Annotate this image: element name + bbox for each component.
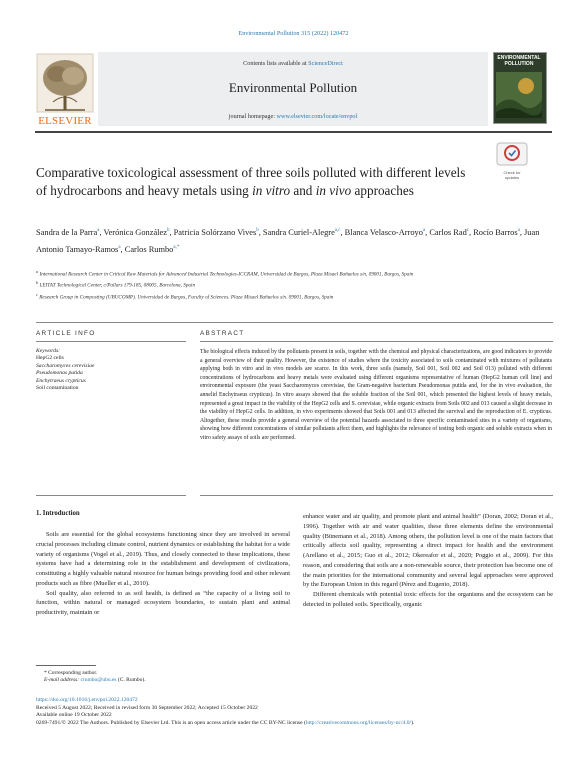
article-info-heading: ARTICLE INFO: [36, 330, 96, 337]
license-link[interactable]: http://creativecommons.org/licenses/by-nc/4.0/: [305, 719, 412, 726]
author-affiliation-marker[interactable]: a: [97, 228, 100, 233]
author-affiliation-marker[interactable]: a: [517, 228, 520, 233]
author[interactable]: [36, 228, 99, 237]
author-name: Rocío Barros: [473, 227, 518, 237]
affiliation-list: [36, 268, 536, 302]
article-info-rule: [36, 341, 186, 342]
email-link[interactable]: crumbo@ubu.es: [80, 677, 117, 684]
email-label: E-mail address:: [44, 677, 81, 684]
check-updates-label: Check for updates: [503, 170, 521, 180]
affiliation: [36, 291, 536, 302]
intro-paragraph: Soils are essential for the global ecosystems functioning since they are involved in several crucial processes including climate control, nutrient dynamics or establishing the habitat for a wide variety of organisms (Vogel et al., 2019). Thus, and closely connected to these implications, these systems have had a determining role in the establishment and development of civilizations, constituting a highly valuable natural resource for human beings providing food and other relevant products such as fibre (Mueller et al., 2010).: [36, 531, 290, 587]
author[interactable]: [263, 228, 341, 237]
author-affiliation-marker[interactable]: a: [422, 228, 426, 233]
keyword: Saccharomyces cerevisiae: [36, 362, 95, 369]
keyword: Enchytraeus crypticus: [36, 377, 86, 384]
author-affiliation-marker[interactable]: b: [256, 228, 259, 233]
paper-title: [36, 164, 476, 199]
author-name: Blanca Velasco-Arroyo: [344, 227, 423, 237]
contents-prefix: Contents lists available at: [243, 60, 309, 67]
keywords-block: [36, 348, 186, 392]
journal-title: Environmental Pollution: [228, 80, 358, 95]
publication-info: [36, 697, 556, 727]
author-name: Carlos Rad: [429, 227, 467, 237]
keyword: Pseudomonas putida: [36, 370, 83, 377]
author-name: Sandra Curiel-Alegre: [262, 227, 335, 237]
license-end: ).: [411, 719, 415, 726]
author-affiliation-marker[interactable]: c: [466, 228, 469, 233]
contents-line: [98, 60, 488, 67]
author-affiliation-marker[interactable]: a: [118, 245, 121, 251]
homepage-line: [98, 113, 488, 120]
intro-right-column: [303, 512, 553, 610]
article-info-bottom-rule: [36, 495, 186, 496]
affiliation-text: Research Group in Composting (UBUCOMP). Universidad de Burgos, Faculty of Sciences. Plaza Misael Bañuelos s/n. 09001, Burgos, Spain: [39, 294, 334, 301]
intro-paragraph: enhance water and air quality, and promote plant and animal health” (Doran, 2002; Doran et al., 1996). Together with air and water qualities, these three elements define the environmental quality (Bünemann et al., 2018). Among others, the pollution level is one of the main factors that critically affects soil quality, representing a direct impact for health and the environment (Arellano et al., 2015; Guo et al., 2012; Okereafor et al., 2020; Poggio et al., 2009). For this reason, and considering that soils are a non-renewable source, their protection has become one of the main priorities for the international community and several legal approaches were approved by the European Union in this regard (Pérez and Eugenio, 2018).: [303, 513, 553, 589]
license-note: [36, 720, 556, 728]
title-text-1: Comparative toxicological assessment of three soils polluted with different levels of hydrocarbons and heavy metals using: [36, 165, 466, 198]
author[interactable]: [174, 228, 259, 237]
author-name: Juan Antonio Tamayo-Ramos: [36, 227, 540, 255]
cover-title: ENVIRONMENTAL POLLUTION: [497, 55, 541, 67]
intro-paragraph: Different chemicals with potential toxic effects for the organisms and the ecosystem can be detected in polluted soils. Specifically, organic: [303, 591, 553, 608]
abstract-rule: [200, 341, 553, 342]
affiliation-marker: a: [36, 269, 39, 274]
publisher-logo-text: ELSEVIER: [38, 115, 92, 127]
title-italic-2: in vivo: [315, 182, 352, 198]
author[interactable]: [345, 228, 425, 237]
author[interactable]: [473, 228, 520, 237]
keyword: Soil contamination: [36, 385, 79, 392]
email-note: [36, 677, 286, 684]
title-italic-1: in vitro: [252, 182, 291, 198]
available-online: Available online 19 October 2022: [36, 712, 112, 718]
abstract-heading: ABSTRACT: [200, 330, 245, 337]
affiliation-text: LEITAT Technological Center, c/Pallars 179-185, 08005, Barcelona, Spain: [39, 283, 196, 290]
received-dates: Received 5 August 2022; Received in revised form 30 September 2022; Accepted 15 October 2022: [36, 704, 258, 711]
affiliation-marker: b: [36, 280, 39, 286]
author-name: Sandra de la Parra: [36, 227, 98, 237]
cover-art: [496, 72, 542, 118]
author-affiliation-marker[interactable]: a,c: [334, 228, 341, 233]
author[interactable]: [103, 228, 169, 237]
title-and: and: [290, 182, 316, 198]
author-name: Carlos Rumbo: [124, 245, 174, 255]
abstract-text: The biological effects induced by the pollutants present in soils, together with the chemical and physical characterizations, are good indicators to provide a general overview of their quality. However, the existence of studies where the toxicity associated to soils contaminated with mixtures of pollutants applying both in vitro and in vivo models are scarce. In this work, three soils (namely, Soil 001, Soil 002 and Soil 013) polluted with different concentrations of hydrocarbons and heavy metals were evaluated using different organisms representative of human (HepG2 human cell line) and environmental exposure (the yeast Saccharomyces cerevisiae, the Gram-negative bacterium Pseudomonas putida and, for the in vivo evaluation, the annelid Enchytraeus crypticus). In vitro assays showed that the soluble fraction of the Soil 001, which presented the highest levels of heavy metals, represented a great impact in the viability of the HepG2 cells and S. cerevisiae, while organic extracts from Soils 002 and 013 caused a slight decrease in the viability of HepG2 cells. In addition, in vivo experiments showed that Soils 001 and 013 affected the survival and the reproduction of E. crypticus. Altogether, these results provide a general overview of the potential hazards associated to three specific contaminated sites in a variety of organisms, showing how different concentrations of similar pollutants affect them, and highlights the relevance of testing both organic and soluble extracts when in vitro safety assays of soils are performed.: [200, 349, 552, 441]
intro-paragraph: Soil quality, also referred to as soil health, is defined as “the capacity of a living soil to function, within natural or managed ecosystem boundaries, to sustain plant and animal productivity, maintain or: [36, 589, 290, 616]
author-affiliation-marker[interactable]: b: [166, 228, 170, 233]
keyword-list: [36, 355, 186, 392]
doi-link[interactable]: https://doi.org/10.1016/j.envpol.2022.120472: [36, 697, 138, 703]
section-divider: [36, 322, 553, 323]
intro-left-column: [36, 530, 290, 618]
header-divider: [35, 131, 552, 133]
author-affiliation-marker[interactable]: a,*: [173, 245, 180, 251]
homepage-link[interactable]: www.elsevier.com/locate/envpol: [276, 113, 358, 120]
journal-reference[interactable]: Environmental Pollution 315 (2022) 120472: [238, 30, 349, 37]
sciencedirect-link[interactable]: ScienceDirect: [308, 60, 343, 67]
license-text: 0269-7491/© 2022 The Authors. Published by Elsevier Ltd. This is an open access article under the CC BY-NC license (: [36, 719, 306, 726]
affiliation-text: International Research Center in Critical Raw Materials for Advanced Industrial Technologies-ICCRAM, Universidad de Burgos, Plaza Misael Bañuelos s/n, 09001, Burgos, Spain: [39, 271, 414, 278]
abstract-bottom-rule: [200, 495, 553, 496]
introduction-heading: 1. Introduction: [36, 510, 80, 517]
affiliation: [36, 268, 536, 279]
affiliation-marker: c: [36, 291, 38, 297]
affiliation: [36, 279, 536, 290]
footnote-divider: [36, 665, 96, 666]
author[interactable]: [429, 228, 469, 237]
footnotes: [36, 670, 286, 685]
email-suffix: (C. Rumbo).: [116, 677, 146, 684]
author-name: Verónica González: [103, 227, 167, 237]
check-updates-icon: [496, 142, 528, 166]
author[interactable]: [125, 245, 180, 254]
title-text-2: approaches: [351, 182, 414, 198]
author-name: Patricia Solórzano Vives: [173, 227, 257, 237]
corresponding-author-note: * Corresponding author.: [44, 670, 98, 676]
keyword: HepG2 cells: [36, 355, 64, 362]
author-list: Sandra de la Parra$^a$, Verónica González$^b$, Patricia Solórzano Vives$^b$, Sandra Curiel-Alegre$^{a,c}$, Blanca Velasco-Arroyo$^a$, Carlos Rad$^c$, Rocío Barros$^a$, Juan Antonio Tamayo-Ramos$^a$, Carlos Rumbo$^{a,*}$: [36, 227, 540, 255]
check-for-updates-badge[interactable]: [496, 142, 528, 180]
homepage-prefix: journal homepage:: [228, 113, 277, 120]
keywords-label: Keywords:: [36, 348, 61, 354]
